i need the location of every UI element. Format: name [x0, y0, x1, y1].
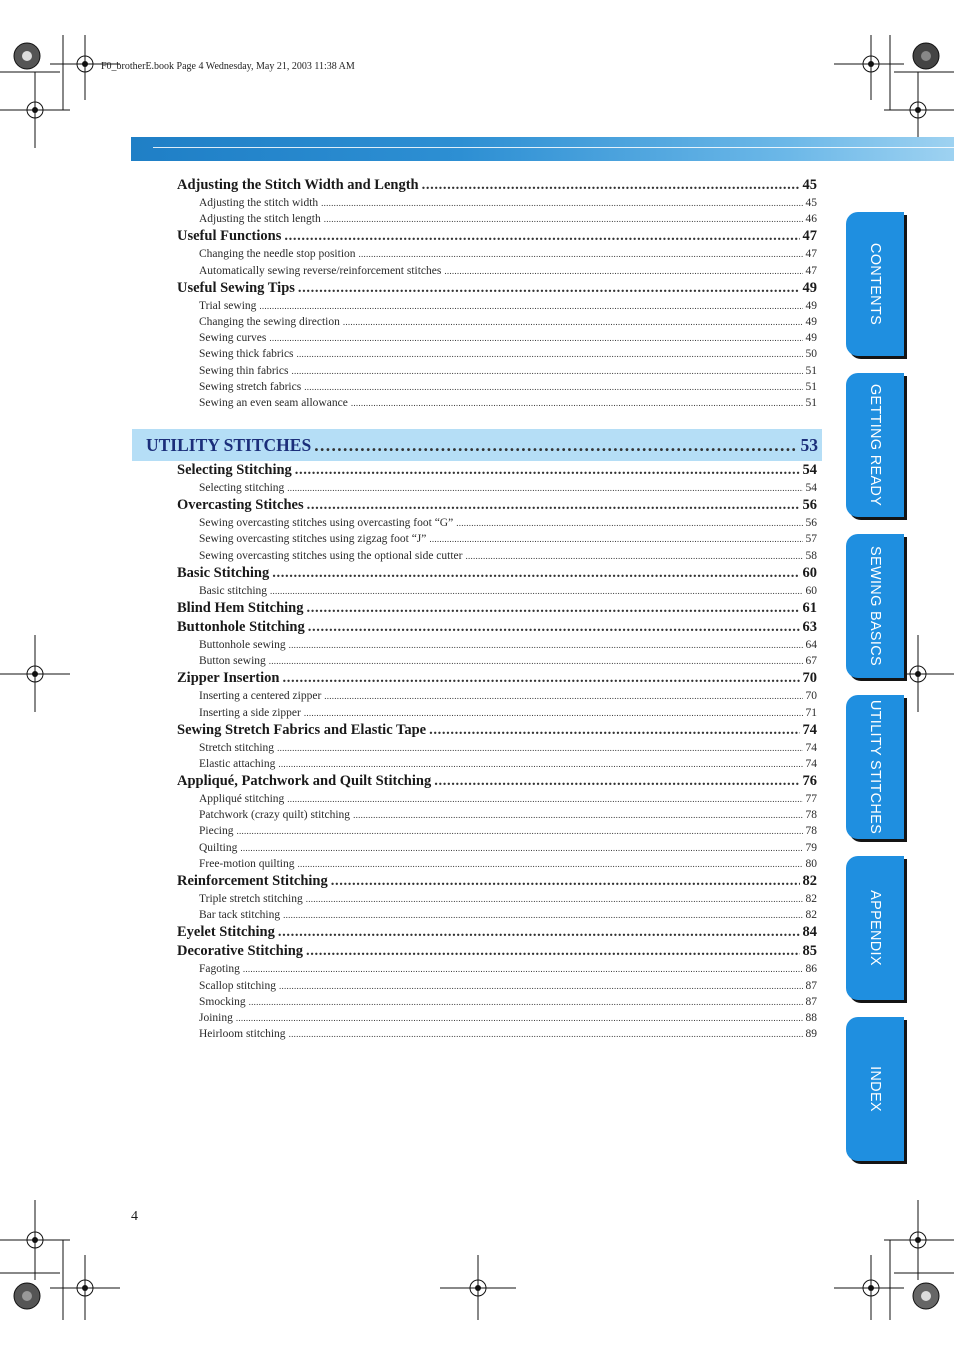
toc-entry[interactable]	[177, 688, 817, 704]
toc-entry-page: 51	[805, 396, 817, 409]
leader-dots	[321, 195, 802, 211]
toc-entry[interactable]	[177, 907, 817, 923]
toc-entry[interactable]	[177, 1010, 817, 1026]
toc-entry[interactable]	[177, 653, 817, 669]
toc-entry[interactable]	[177, 756, 817, 772]
leader-dots	[304, 379, 802, 395]
toc-section-page: 63	[802, 618, 817, 635]
leader-dots	[269, 653, 803, 669]
leader-dots	[272, 564, 799, 583]
page-number: 4	[131, 1209, 138, 1224]
toc-entry-page: 82	[805, 909, 817, 922]
toc-section[interactable]	[177, 942, 817, 961]
leader-dots	[289, 1026, 803, 1042]
toc-entry[interactable]	[177, 263, 817, 279]
toc-entry-title: Bar tack stitching	[199, 909, 281, 922]
leader-dots	[307, 599, 800, 618]
toc-entry[interactable]	[177, 840, 817, 856]
toc-section-page: 74	[802, 721, 817, 738]
toc-section[interactable]	[177, 669, 817, 688]
toc-entry-title: Inserting a centered zipper	[199, 690, 322, 703]
toc-entry-page: 88	[805, 1011, 817, 1024]
toc-entry-page: 56	[805, 517, 817, 530]
leader-dots	[278, 923, 800, 942]
toc-entry[interactable]	[177, 856, 817, 872]
toc-section-title: Zipper Insertion	[177, 670, 280, 687]
toc-entry[interactable]	[177, 791, 817, 807]
toc-entry-title: Basic stitching	[199, 584, 268, 597]
toc-entry[interactable]	[177, 807, 817, 823]
leader-dots	[434, 772, 799, 791]
toc-entry-page: 87	[805, 995, 817, 1008]
toc-entry-title: Sewing overcasting stitches using zigzag foot “J”	[199, 533, 427, 546]
toc-entry-title: Adjusting the stitch width	[199, 197, 319, 209]
leader-dots	[466, 548, 803, 564]
toc-section-page: 54	[802, 462, 817, 478]
leader-dots	[422, 176, 800, 195]
toc-entry-title: Adjusting the stitch length	[199, 213, 321, 226]
tab-utility-stitches[interactable]	[846, 695, 904, 839]
leader-dots	[291, 363, 802, 379]
tab-label: APPENDIX	[867, 890, 883, 966]
toc-entry[interactable]	[177, 346, 817, 362]
leader-dots	[236, 1010, 803, 1026]
toc-entry-title: Appliqué stitching	[199, 793, 285, 806]
toc-section[interactable]	[177, 618, 817, 637]
toc-entry-page: 80	[805, 857, 817, 870]
leader-dots	[304, 705, 803, 721]
toc-entry-title: Button sewing	[199, 655, 266, 668]
leader-dots	[331, 872, 800, 891]
toc-section-page: 61	[802, 599, 817, 616]
toc-entry-page: 70	[805, 690, 817, 703]
toc-entry-page: 87	[805, 979, 817, 992]
toc-entry-title: Fagoting	[199, 963, 240, 976]
toc-section[interactable]	[177, 721, 817, 740]
toc-entry-page: 51	[805, 380, 817, 393]
toc-entry[interactable]	[177, 246, 817, 262]
toc-entry-page: 47	[805, 248, 817, 261]
toc-entry-title: Changing the needle stop position	[199, 248, 356, 261]
leader-dots	[298, 856, 803, 872]
toc-section[interactable]	[177, 772, 817, 791]
leader-dots	[297, 346, 803, 362]
toc-entry-title: Changing the sewing direction	[199, 315, 340, 328]
toc-entry[interactable]	[177, 195, 817, 211]
toc-entry-page: 74	[805, 757, 817, 770]
toc-section-list	[177, 176, 817, 411]
tab-label: CONTENTS	[867, 242, 883, 326]
toc-entry-page: 79	[805, 841, 817, 854]
toc-section-page: 49	[802, 279, 817, 296]
toc-entry-page: 58	[805, 549, 817, 562]
leader-dots	[287, 791, 802, 807]
leader-dots	[249, 994, 803, 1010]
leader-dots	[351, 395, 803, 411]
leader-dots	[353, 807, 802, 823]
toc-entry[interactable]	[177, 705, 817, 721]
leader-dots	[259, 298, 802, 314]
leader-dots	[283, 907, 802, 923]
toc-entry-page: 64	[805, 638, 817, 651]
leader-dots	[343, 314, 803, 330]
toc-section-title: Decorative Stitching	[177, 943, 304, 960]
toc-entry[interactable]	[177, 480, 817, 496]
tab-label: SEWING BASICS	[867, 546, 883, 666]
leader-dots	[429, 531, 802, 547]
toc-section-title: Buttonhole Stitching	[177, 618, 305, 635]
toc-entry[interactable]	[177, 740, 817, 756]
tab-label: GETTING READY	[867, 383, 883, 507]
header-band-line	[153, 147, 954, 148]
toc-section[interactable]	[177, 279, 817, 298]
toc-entry-page: 47	[805, 264, 817, 277]
toc-section-page: 47	[802, 228, 817, 245]
toc-entry-title: Scallop stitching	[199, 979, 276, 992]
leader-dots	[277, 740, 802, 756]
toc-entry[interactable]	[177, 823, 817, 839]
toc-entry-title: Joining	[199, 1011, 233, 1024]
toc-entry-title: Sewing stretch fabrics	[199, 380, 302, 393]
chapter-title: UTILITY STITCHES	[146, 435, 312, 455]
toc-entry-page: 60	[805, 584, 817, 597]
toc-section-page: 76	[802, 773, 817, 790]
leader-dots	[314, 433, 797, 457]
toc-entry[interactable]	[177, 395, 817, 411]
leader-dots	[429, 721, 799, 740]
tab-contents[interactable]	[846, 212, 904, 356]
leader-dots	[269, 330, 802, 346]
toc-entry-page: 49	[805, 332, 817, 345]
leader-dots	[307, 496, 800, 515]
toc-section-page: 84	[802, 924, 817, 941]
toc-entry-page: 51	[805, 364, 817, 377]
toc-entry-page: 67	[805, 655, 817, 668]
toc-section[interactable]	[177, 227, 817, 246]
toc-entry-title: Automatically sewing reverse/reinforcement stitches	[199, 264, 442, 277]
toc-section-title: Overcasting Stitches	[177, 497, 304, 514]
tab-sewing-basics[interactable]	[846, 534, 904, 678]
toc-entry[interactable]	[177, 211, 817, 227]
header-band	[131, 137, 954, 161]
toc-entry-title: Sewing curves	[199, 332, 267, 345]
toc-entry[interactable]	[177, 363, 817, 379]
toc-section-page: 60	[802, 564, 817, 581]
toc-entry[interactable]	[177, 515, 817, 531]
toc-entry[interactable]	[177, 548, 817, 564]
toc-entry-page: 89	[805, 1028, 817, 1041]
leader-dots	[444, 263, 802, 279]
toc-entry-title: Inserting a side zipper	[199, 706, 301, 719]
toc-entry-page: 46	[805, 213, 817, 226]
toc-section-title: Eyelet Stitching	[177, 924, 275, 941]
toc-entry-page: 82	[805, 893, 817, 905]
toc-section[interactable]	[177, 923, 817, 942]
toc-section-page: 45	[802, 177, 817, 193]
toc-chapter-list	[177, 461, 817, 1042]
toc-section[interactable]	[177, 564, 817, 583]
tab-getting-ready[interactable]	[846, 373, 904, 517]
leader-dots	[324, 688, 802, 704]
leader-dots	[306, 942, 799, 961]
toc-entry-title: Sewing overcasting stitches using the optional side cutter	[199, 549, 463, 562]
tab-index[interactable]	[846, 1017, 904, 1161]
leader-dots	[295, 461, 800, 480]
leader-dots	[282, 669, 799, 688]
leader-dots	[279, 978, 803, 994]
toc-section-title: Appliqué, Patchwork and Quilt Stitching	[177, 773, 432, 790]
toc-section-page: 82	[802, 873, 817, 889]
toc-entry-page: 71	[805, 706, 817, 719]
print-header: F0_brotherE.book Page 4 Wednesday, May 21, 2003 11:38 AM	[101, 61, 355, 72]
toc-entry-page: 77	[805, 793, 817, 806]
leader-dots	[289, 637, 803, 653]
toc-entry[interactable]	[177, 330, 817, 346]
tab-label: UTILITY STITCHES	[867, 699, 883, 835]
toc-entry-title: Heirloom stitching	[199, 1028, 286, 1041]
toc-section-title: Useful Sewing Tips	[177, 279, 295, 296]
leader-dots	[308, 618, 800, 637]
toc-section-title: Reinforcement Stitching	[177, 873, 328, 889]
toc-section-title: Selecting Stitching	[177, 462, 292, 478]
leader-dots	[298, 279, 800, 298]
leader-dots	[287, 480, 802, 496]
leader-dots	[324, 211, 803, 227]
toc-entry[interactable]	[177, 978, 817, 994]
toc-entry[interactable]	[177, 531, 817, 547]
toc-entry-title: Sewing thin fabrics	[199, 364, 289, 377]
toc-entry-title: Triple stretch stitching	[199, 893, 303, 905]
toc-entry[interactable]	[177, 961, 817, 977]
toc-section[interactable]	[177, 461, 817, 480]
leader-dots	[270, 583, 802, 599]
toc-section[interactable]	[177, 496, 817, 515]
leader-dots	[278, 756, 802, 772]
toc-entry-title: Piecing	[199, 825, 234, 838]
tab-label: INDEX	[867, 1066, 883, 1112]
chapter-heading[interactable]	[132, 429, 822, 461]
toc-entry-page: 78	[805, 809, 817, 822]
toc-entry-title: Buttonhole sewing	[199, 638, 286, 651]
toc-entry-title: Free-motion quilting	[199, 857, 295, 870]
toc-entry[interactable]	[177, 314, 817, 330]
toc-entry-page: 49	[805, 299, 817, 312]
toc-entry[interactable]	[177, 379, 817, 395]
toc-entry-title: Stretch stitching	[199, 741, 275, 754]
toc-section[interactable]	[177, 176, 817, 195]
toc-entry[interactable]	[177, 1026, 817, 1042]
toc-entry[interactable]	[177, 637, 817, 653]
leader-dots	[240, 840, 802, 856]
toc-section-page: 56	[802, 497, 817, 514]
toc-entry[interactable]	[177, 891, 817, 907]
toc-entry-page: 86	[805, 963, 817, 976]
toc-entry-title: Quilting	[199, 841, 238, 854]
toc-section[interactable]	[177, 599, 817, 618]
toc-section-title: Basic Stitching	[177, 564, 270, 581]
toc-entry[interactable]	[177, 994, 817, 1010]
toc-section-page: 85	[802, 943, 817, 960]
toc-section-title: Blind Hem Stitching	[177, 599, 304, 616]
toc-entry-title: Smocking	[199, 995, 246, 1008]
toc-entry-title: Patchwork (crazy quilt) stitching	[199, 809, 351, 822]
toc-entry[interactable]	[177, 583, 817, 599]
toc-section[interactable]	[177, 872, 817, 891]
toc-entry-title: Sewing thick fabrics	[199, 348, 294, 361]
toc-section-page: 70	[802, 670, 817, 687]
toc-entry-title: Sewing an even seam allowance	[199, 396, 348, 409]
toc-entry[interactable]	[177, 298, 817, 314]
toc-entry-page: 78	[805, 825, 817, 838]
toc-section-title: Sewing Stretch Fabrics and Elastic Tape	[177, 721, 427, 738]
leader-dots	[237, 823, 803, 839]
leader-dots	[359, 246, 803, 262]
leader-dots	[306, 891, 803, 907]
toc-section-title: Useful Functions	[177, 228, 282, 245]
toc-entry-page: 45	[805, 197, 817, 209]
toc-entry-title: Elastic attaching	[199, 757, 276, 770]
leader-dots	[243, 961, 803, 977]
toc-entry-page: 74	[805, 741, 817, 754]
toc-entry-title: Sewing overcasting stitches using overcasting foot “G”	[199, 517, 454, 530]
toc-entry-title: Trial sewing	[199, 299, 257, 312]
toc-entry-page: 50	[805, 348, 817, 361]
chapter-page: 53	[800, 435, 818, 455]
tab-appendix[interactable]	[846, 856, 904, 1000]
leader-dots	[456, 515, 802, 531]
toc-section-title: Adjusting the Stitch Width and Length	[177, 177, 419, 193]
toc-entry-page: 54	[805, 482, 817, 494]
toc-entry-page: 57	[805, 533, 817, 546]
toc-entry-page: 49	[805, 315, 817, 328]
leader-dots	[284, 227, 799, 246]
toc-entry-title: Selecting stitching	[199, 482, 285, 494]
